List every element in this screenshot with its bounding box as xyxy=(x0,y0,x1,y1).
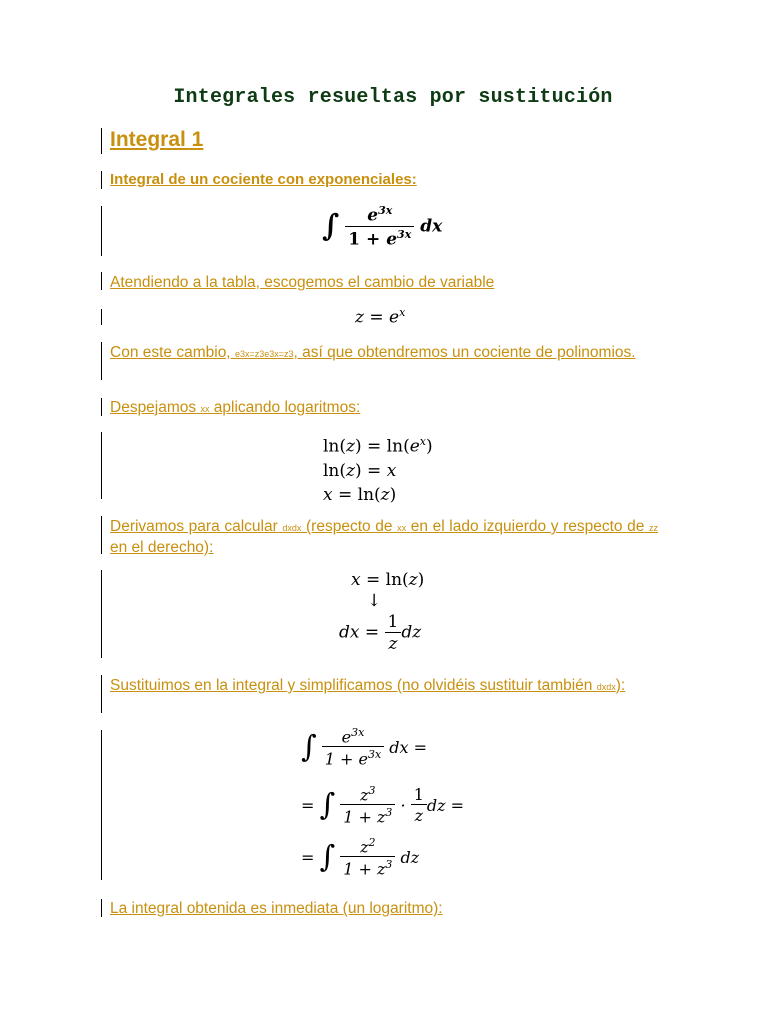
section-heading: Integral 1 xyxy=(110,128,204,151)
paragraph: Despejamos xx aplicando logaritmos: xyxy=(110,399,361,416)
paragraph: Atendiendo a la tabla, escogemos el cambio de variable xyxy=(110,274,495,291)
margin-bar xyxy=(101,730,102,880)
margin-bar xyxy=(101,342,102,380)
equation-substitution: ∫ $\frac{e^{3x}}{1 + e^{3x}}$ dx = = ∫ $\frac{z^3}{1 + z^3}$ · $\frac{1}{z}$ dz = = ∫ $\frac{z^2}{1 + z^3}$ dz xyxy=(301,726,465,879)
margin-bar xyxy=(101,171,102,189)
equation-logarithms: $\ln(z) = \ln(e^x)$ ln(z) = x x = ln(z) xyxy=(323,435,433,505)
section-subheading: Integral de un cociente con exponenciales: xyxy=(110,171,417,188)
margin-bar xyxy=(101,309,102,325)
margin-bar xyxy=(101,570,102,658)
paragraph: Sustituimos en la integral y simplificamos (no olvidéis sustituir también dxdx): xyxy=(110,677,626,694)
paragraph: La integral obtenida es inmediata (un logaritmo): xyxy=(110,900,443,917)
equation-derivative: x = ln(z) ↓ dx = $\frac{1}{z}$ dz xyxy=(339,570,425,654)
integral-sign: ∫ xyxy=(322,208,340,244)
margin-bar xyxy=(101,206,102,256)
arrow-down-icon: ↓ xyxy=(367,591,382,611)
equation-change-variable: $z = e^x$ xyxy=(355,306,406,328)
margin-bar xyxy=(101,899,102,917)
paragraph: Con este cambio, e3x=z3e3x=z3, así que obtendremos un cociente de polinomios. xyxy=(110,344,636,361)
margin-bar xyxy=(101,432,102,499)
margin-bar xyxy=(101,675,102,713)
margin-bar xyxy=(101,516,102,554)
margin-bar xyxy=(101,272,102,290)
page-title: Integrales resueltas por sustitución xyxy=(173,86,613,109)
equation-integral: ∫ $\frac{e^{3x}}{1 + e^{3x}}$ dx xyxy=(322,204,443,250)
margin-bar xyxy=(101,398,102,416)
margin-bar xyxy=(101,128,102,154)
paragraph: Derivamos para calcular dxdx (respecto de xx en el lado izquierdo y respecto de zz en el derecho): xyxy=(110,518,659,556)
